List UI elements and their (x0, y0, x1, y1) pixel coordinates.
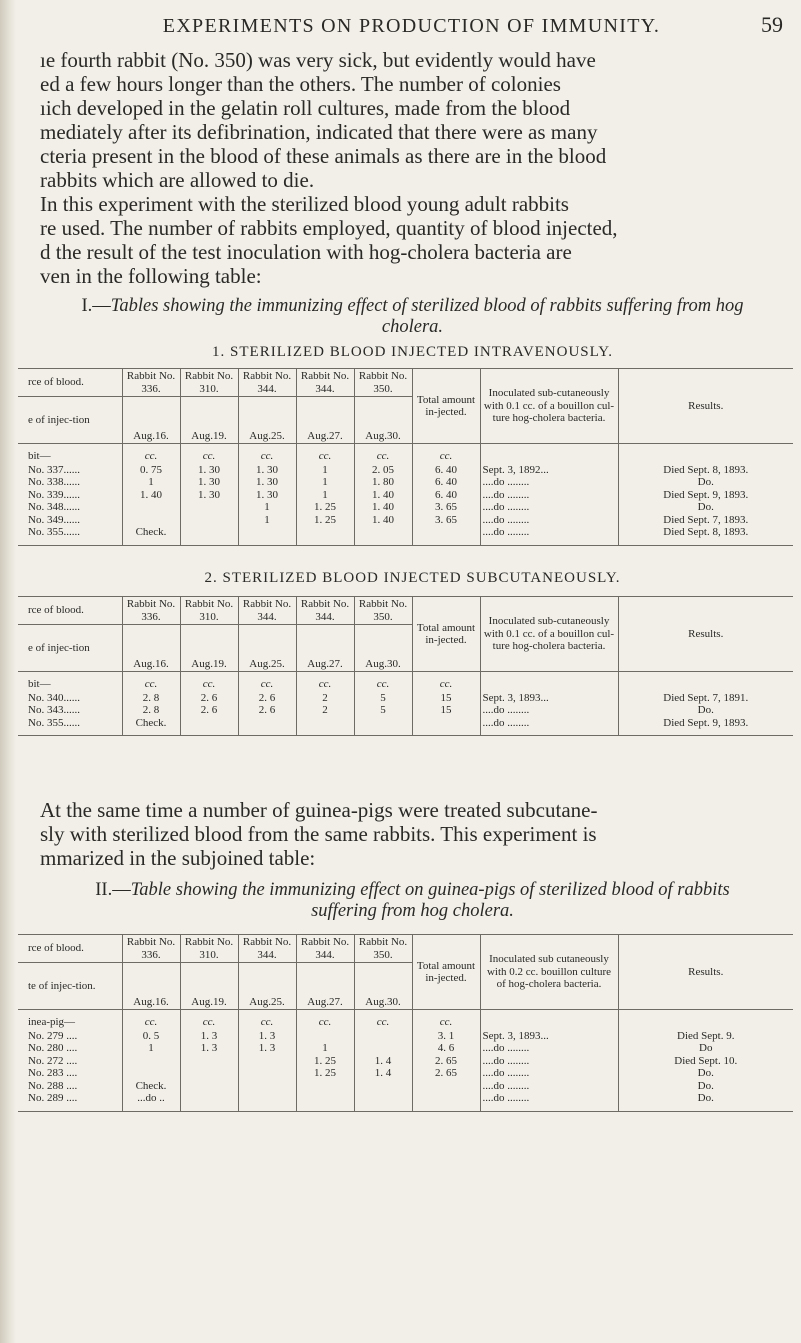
text-line: In this experiment with the sterilized blood young adult rabbits (40, 192, 569, 216)
unit-cell: cc. (122, 672, 180, 692)
inoculation-cell: ....do ........ (480, 489, 618, 502)
middle-paragraph (40, 798, 785, 870)
animal-cell: No. 349...... (28, 513, 80, 526)
total-cell: 3. 65 (412, 514, 480, 527)
value-cell (180, 1092, 238, 1111)
total-cell (412, 717, 480, 736)
rabbit-column-header: Rabbit No. 350. (354, 369, 412, 397)
inoculation-cell: ....do ........ (480, 1055, 618, 1068)
unit-cell: cc. (296, 672, 354, 692)
text-line: cteria present in the blood of these animals as there are in the blood (40, 144, 607, 168)
table-ii-caption (40, 880, 785, 922)
value-cell: 1. 40 (354, 514, 412, 527)
source-header: rce of blood. (18, 935, 122, 963)
table-row (18, 501, 793, 514)
total-cell: 2. 65 (412, 1067, 480, 1080)
value-cell: 0. 5 (122, 1030, 180, 1043)
unit-cell: cc. (296, 444, 354, 464)
value-cell: 2. 6 (180, 692, 238, 705)
text-line: mediately after its defibrination, indicated that there were as many (40, 120, 598, 144)
table-subcutaneous (18, 596, 793, 736)
value-cell (354, 717, 412, 736)
value-cell: 1. 40 (354, 489, 412, 502)
total-cell: 3. 65 (412, 501, 480, 514)
table-row (18, 1080, 793, 1093)
value-cell: 1. 3 (180, 1030, 238, 1043)
page-number: 59 (761, 12, 783, 37)
value-cell: 2 (296, 704, 354, 717)
text-line: ed a few hours longer than the others. The number of colonies (40, 72, 561, 96)
table-row (18, 1042, 793, 1055)
total-cell: 6. 40 (412, 489, 480, 502)
inoculation-cell: ....do ........ (480, 1080, 618, 1093)
rabbit-column-header: Rabbit No. 336. (122, 935, 180, 963)
unit-cell: cc. (238, 1010, 296, 1030)
total-cell: 6. 40 (412, 464, 480, 477)
date-cell: Aug.19. (180, 397, 238, 444)
book-gutter (0, 0, 16, 1343)
value-cell: 1. 30 (180, 476, 238, 489)
date-header: e of injec-tion (18, 625, 122, 672)
value-cell: 1. 4 (354, 1067, 412, 1080)
intro-paragraph (40, 48, 785, 288)
date-cell: Aug.25. (238, 625, 296, 672)
total-cell: 2. 65 (412, 1055, 480, 1068)
section-title-2: 2. STERILIZED BLOOD INJECTED SUBCUTANEOUSLY. (204, 570, 621, 586)
rabbit-column-header: Rabbit No. 344. (238, 597, 296, 625)
inoculation-cell: Sept. 3, 1893... (480, 1030, 618, 1043)
result-cell: Died Sept. 8, 1893. (618, 526, 793, 545)
animal-cell: No. 355...... (28, 716, 80, 729)
text-line: re used. The number of rabbits employed, quantity of blood injected, (40, 216, 618, 240)
table-row (18, 1067, 793, 1080)
header-row (18, 369, 793, 397)
inoculation-cell: Sept. 3, 1892... (480, 464, 618, 477)
value-cell: 2. 8 (122, 692, 180, 705)
value-cell: 5 (354, 692, 412, 705)
rabbit-column-header: Rabbit No. 310. (180, 369, 238, 397)
value-cell: ...do .. (122, 1092, 180, 1111)
inoculation-cell: ....do ........ (480, 1042, 618, 1055)
value-cell (238, 1067, 296, 1080)
date-cell: Aug.30. (354, 625, 412, 672)
value-cell: 1 (122, 1042, 180, 1055)
animal-cell: No. 283 .... (28, 1067, 78, 1079)
total-header: Total amount in-jected. (412, 369, 480, 444)
value-cell (296, 526, 354, 545)
total-cell: 15 (412, 704, 480, 717)
caption-prefix: II.— (95, 880, 131, 900)
value-cell (238, 1055, 296, 1068)
unit-cell: cc. (354, 444, 412, 464)
empty-cell (480, 672, 618, 692)
value-cell: 1. 30 (238, 476, 296, 489)
caption-line: suffering from hog cholera. (311, 901, 514, 921)
date-cell: Aug.27. (296, 625, 354, 672)
value-cell (122, 1067, 180, 1080)
source-header: rce of blood. (18, 369, 122, 397)
rabbit-column-header: Rabbit No. 310. (180, 935, 238, 963)
table-row (18, 717, 793, 736)
rabbit-column-header: Rabbit No. 336. (122, 597, 180, 625)
date-cell: Aug.25. (238, 963, 296, 1010)
value-cell: Check. (122, 526, 180, 545)
empty-cell (618, 1010, 793, 1030)
unit-cell: cc. (354, 672, 412, 692)
unit-cell: cc. (180, 672, 238, 692)
value-cell (180, 501, 238, 514)
value-cell: 1. 3 (180, 1042, 238, 1055)
unit-cell: cc. (412, 444, 480, 464)
value-cell (354, 526, 412, 545)
result-cell: Died Sept. 10. (618, 1055, 793, 1068)
total-header: Total amount in-jected. (412, 597, 480, 672)
date-cell: Aug.16. (122, 397, 180, 444)
rabbit-column-header: Rabbit No. 336. (122, 369, 180, 397)
unit-cell: cc. (238, 444, 296, 464)
total-cell: 15 (412, 692, 480, 705)
total-header: Total amount in-jected. (412, 935, 480, 1010)
rabbit-column-header: Rabbit No. 310. (180, 597, 238, 625)
animal-cell: No. 348...... (28, 501, 80, 513)
unit-cell: cc. (238, 672, 296, 692)
date-cell: Aug.27. (296, 963, 354, 1010)
value-cell: 1. 30 (180, 489, 238, 502)
result-cell: Died Sept. 8, 1893. (618, 464, 793, 477)
caption-line: cholera. (381, 317, 444, 337)
inoculation-cell: ....do ........ (480, 717, 618, 736)
inoculation-cell: ....do ........ (480, 476, 618, 489)
value-cell: 1. 25 (296, 1055, 354, 1068)
inoculation-header: Inoculated sub cutaneously with 0.2 cc. bouillon culture of hog-cholera bacteria. (480, 935, 618, 1010)
value-cell: 1. 25 (296, 501, 354, 514)
rabbit-column-header: Rabbit No. 344. (296, 935, 354, 963)
table-row (18, 1092, 793, 1111)
total-cell: 6. 40 (412, 476, 480, 489)
value-cell: 1 (296, 1042, 354, 1055)
total-cell (412, 1092, 480, 1111)
empty-cell (618, 672, 793, 692)
value-cell: 1. 30 (238, 464, 296, 477)
inoculation-cell: ....do ........ (480, 514, 618, 527)
caption-prefix: I.— (81, 296, 111, 316)
date-cell: Aug.16. (122, 625, 180, 672)
inoculation-header: Inoculated sub-cutaneously with 0.1 cc. of a bouillon cul-ture hog-cholera bacteria. (480, 597, 618, 672)
result-cell: Do. (618, 501, 793, 514)
value-cell: 1. 25 (296, 514, 354, 527)
result-cell: Do (618, 1042, 793, 1055)
animal-label: bit— (28, 678, 51, 690)
result-cell: Do. (618, 476, 793, 489)
text-line: rabbits which are allowed to die. (40, 168, 315, 192)
value-cell: 1. 30 (238, 489, 296, 502)
empty-cell (618, 444, 793, 464)
value-cell: 1 (238, 501, 296, 514)
animal-cell: No. 337...... (28, 463, 80, 476)
animal-cell: No. 339...... (28, 488, 80, 501)
value-cell (296, 717, 354, 736)
value-cell (354, 1042, 412, 1055)
value-cell: 1. 40 (354, 501, 412, 514)
result-cell: Do. (618, 1067, 793, 1080)
total-cell (412, 526, 480, 545)
value-cell (180, 1055, 238, 1068)
value-cell (354, 1080, 412, 1093)
empty-cell (480, 1010, 618, 1030)
text-line: At the same time a number of guinea-pigs were treated subcutane- (40, 798, 598, 822)
rabbit-column-header: Rabbit No. 344. (296, 369, 354, 397)
unit-cell: cc. (296, 1010, 354, 1030)
total-cell: 3. 1 (412, 1030, 480, 1043)
result-cell: Died Sept. 9, 1893. (618, 717, 793, 736)
date-cell: Aug.27. (296, 397, 354, 444)
running-title: EXPERIMENTS ON PRODUCTION OF IMMUNITY. (162, 15, 661, 37)
table-row (18, 464, 793, 477)
date-cell: Aug.19. (180, 963, 238, 1010)
table-row (18, 692, 793, 705)
text-line: ıich developed in the gelatin roll cultures, made from the blood (40, 96, 571, 120)
table-i-caption (40, 296, 785, 338)
unit-row (18, 672, 793, 692)
animal-cell: No. 279 .... (28, 1029, 78, 1042)
date-cell: Aug.30. (354, 963, 412, 1010)
value-cell (296, 1092, 354, 1111)
unit-cell: cc. (180, 444, 238, 464)
value-cell: 2 (296, 692, 354, 705)
animal-label: inea-pig— (28, 1016, 76, 1028)
inoculation-cell: ....do ........ (480, 526, 618, 545)
date-cell: Aug.25. (238, 397, 296, 444)
value-cell: 1 (122, 476, 180, 489)
table-intravenous (18, 368, 793, 546)
results-header: Results. (618, 935, 793, 1010)
result-cell: Do. (618, 1080, 793, 1093)
table-row (18, 526, 793, 545)
result-cell: Died Sept. 9. (618, 1030, 793, 1043)
value-cell: 1. 80 (354, 476, 412, 489)
inoculation-cell: ....do ........ (480, 1067, 618, 1080)
value-cell (238, 526, 296, 545)
text-line: sly with sterilized blood from the same rabbits. This experiment is (40, 822, 597, 846)
value-cell: Check. (122, 1080, 180, 1093)
value-cell (180, 526, 238, 545)
inoculation-cell: ....do ........ (480, 1092, 618, 1111)
animal-cell: No. 355...... (28, 526, 80, 538)
animal-cell: No. 340...... (28, 691, 80, 704)
value-cell (180, 1080, 238, 1093)
text-line: mmarized in the subjoined table: (40, 846, 316, 870)
unit-cell: cc. (412, 1010, 480, 1030)
caption-line: Tables showing the immunizing effect of sterilized blood of rabbits suffering from hog (110, 296, 744, 316)
result-cell: Died Sept. 7, 1893. (618, 514, 793, 527)
value-cell (122, 514, 180, 527)
table-row (18, 1055, 793, 1068)
unit-row (18, 444, 793, 464)
unit-cell: cc. (122, 1010, 180, 1030)
value-cell (296, 1080, 354, 1093)
value-cell (122, 1055, 180, 1068)
table-row (18, 704, 793, 717)
value-cell: 1. 25 (296, 1067, 354, 1080)
inoculation-cell: Sept. 3, 1893... (480, 692, 618, 705)
header-row (18, 597, 793, 625)
animal-label: bit— (28, 450, 51, 462)
result-cell: Died Sept. 7, 1891. (618, 692, 793, 705)
value-cell (296, 1030, 354, 1043)
unit-cell: cc. (412, 672, 480, 692)
value-cell (180, 1067, 238, 1080)
date-header: te of injec-tion. (18, 963, 122, 1010)
animal-cell: No. 288 .... (28, 1079, 78, 1092)
date-cell: Aug.16. (122, 963, 180, 1010)
total-cell (412, 1080, 480, 1093)
rabbit-column-header: Rabbit No. 350. (354, 935, 412, 963)
rabbit-column-header: Rabbit No. 344. (238, 935, 296, 963)
value-cell: 1. 30 (180, 464, 238, 477)
text-line: ven in the following table: (40, 264, 262, 288)
text-line: d the result of the test inoculation with hog-cholera bacteria are (40, 240, 572, 264)
unit-cell: cc. (354, 1010, 412, 1030)
animal-cell: No. 289 .... (28, 1092, 78, 1104)
value-cell: 1 (296, 489, 354, 502)
value-cell (122, 501, 180, 514)
page-header (40, 4, 783, 38)
value-cell: 5 (354, 704, 412, 717)
value-cell: 0. 75 (122, 464, 180, 477)
date-header: e of injec-tion (18, 397, 122, 444)
animal-cell: No. 338...... (28, 476, 80, 488)
value-cell: 1 (296, 464, 354, 477)
rabbit-column-header: Rabbit No. 344. (296, 597, 354, 625)
value-cell: 2. 8 (122, 704, 180, 717)
header-row (18, 935, 793, 963)
caption-line: Table showing the immunizing effect on guinea-pigs of sterilized blood of rabbits (130, 880, 730, 900)
value-cell (354, 1030, 412, 1043)
result-cell: Do. (618, 704, 793, 717)
inoculation-cell: ....do ........ (480, 501, 618, 514)
value-cell: 2. 6 (238, 692, 296, 705)
value-cell: 1 (296, 476, 354, 489)
value-cell: 2. 6 (238, 704, 296, 717)
value-cell (180, 514, 238, 527)
table-row (18, 489, 793, 502)
unit-row (18, 1010, 793, 1030)
value-cell (238, 1092, 296, 1111)
inoculation-header: Inoculated sub-cutaneously with 0.1 cc. of a bouillon cul-ture hog-cholera bacteria. (480, 369, 618, 444)
inoculation-cell: ....do ........ (480, 704, 618, 717)
value-cell: 1. 3 (238, 1030, 296, 1043)
table-row (18, 1030, 793, 1043)
results-header: Results. (618, 597, 793, 672)
rabbit-column-header: Rabbit No. 350. (354, 597, 412, 625)
result-cell: Do. (618, 1092, 793, 1111)
table-row (18, 476, 793, 489)
value-cell: 1. 3 (238, 1042, 296, 1055)
animal-cell: No. 343...... (28, 704, 80, 716)
table-row (18, 514, 793, 527)
results-header: Results. (618, 369, 793, 444)
animal-cell: No. 272 .... (28, 1054, 78, 1067)
date-cell: Aug.30. (354, 397, 412, 444)
value-cell: 2. 05 (354, 464, 412, 477)
unit-cell: cc. (180, 1010, 238, 1030)
animal-cell: No. 280 .... (28, 1042, 78, 1054)
date-cell: Aug.19. (180, 625, 238, 672)
empty-cell (480, 444, 618, 464)
table-guinea-pigs (18, 934, 793, 1112)
source-header: rce of blood. (18, 597, 122, 625)
value-cell (180, 717, 238, 736)
value-cell (238, 717, 296, 736)
unit-cell: cc. (122, 444, 180, 464)
value-cell: 1. 4 (354, 1055, 412, 1068)
text-line: ıe fourth rabbit (No. 350) was very sick, but evidently would have (40, 48, 596, 72)
value-cell: 2. 6 (180, 704, 238, 717)
value-cell (238, 1080, 296, 1093)
value-cell: 1 (238, 514, 296, 527)
value-cell: 1. 40 (122, 489, 180, 502)
value-cell: Check. (122, 717, 180, 736)
rabbit-column-header: Rabbit No. 344. (238, 369, 296, 397)
result-cell: Died Sept. 9, 1893. (618, 489, 793, 502)
value-cell (354, 1092, 412, 1111)
section-title-1: 1. STERILIZED BLOOD INJECTED INTRAVENOUSLY. (212, 344, 613, 360)
total-cell: 4. 6 (412, 1042, 480, 1055)
